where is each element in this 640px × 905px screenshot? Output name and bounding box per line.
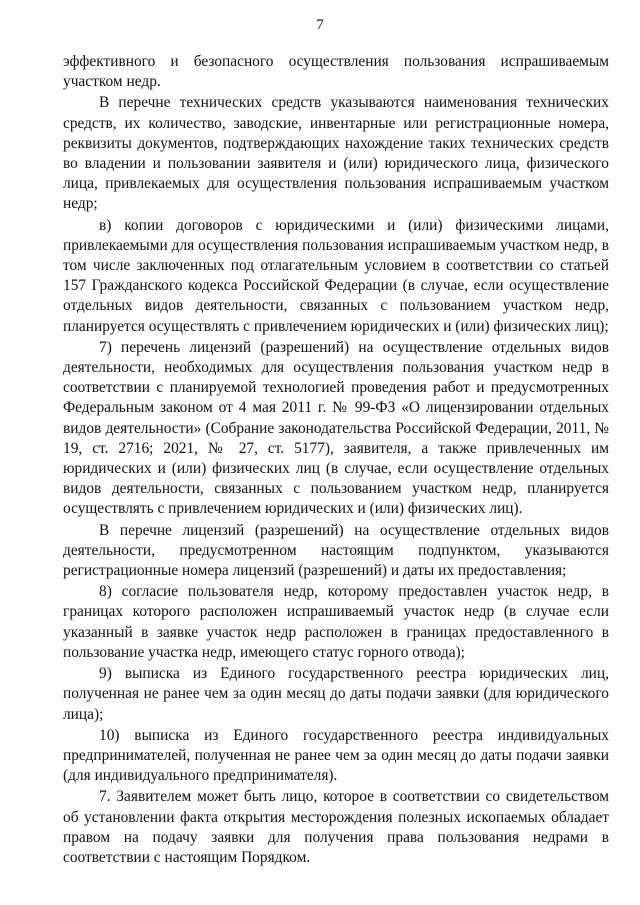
paragraph-licenses-details: В перечне лицензий (разрешений) на осуществление отдельных видов деятельности, предусмотренном настоящим подпунктом, указываются регистрационные номера лицензий (разрешений) и даты их предоставления; [63,521,609,580]
paragraph-contracts-copies: в) копии договоров с юридическими и (или) физическими лицами, привлекаемыми для осуществления пользования испрашиваемым участком недр, в том числе заключенных под отлагательным условием в соответствии со статьей 157 Гражданского кодекса Российской Федерации (в случае, если осуществление отдельных видов деятельности, связанных с пользованием участком недр, планируется осуществлять с привлечением юридических и (или) физических лиц); [63,216,609,335]
document-body [63,52,609,868]
paragraph-entrepreneur-extract: 10) выписка из Единого государственного реестра индивидуальных предпринимателей, полученная не ранее чем за один месяц до даты подачи заявки (для индивидуального предпринимателя). [63,726,609,785]
paragraph-continuation: эффективного и безопасного осуществления пользования испрашиваемым участком недр. [63,53,609,91]
paragraph-technical-means: В перечне технических средств указываются наименования технических средств, их количество, заводские, инвентарные или регистрационные номера, реквизиты документов, подтверждающих нахождение таких технических средств во владении и пользовании заявителя и (или) юридического лица, физического лица, привлекаемых для осуществления пользования испрашиваемым участком недр; [63,94,609,213]
paragraph-subsoil-user-consent: 8) согласие пользователя недр, которому предоставлен участок недр, в границах которого расположен испрашиваемый участок недр (в случае если указанный в заявке участок недр расположен в границах предоставленного в пользование участка недр, имеющего статус горного отвода); [63,583,609,661]
paragraph-legal-entity-extract: 9) выписка из Единого государственного реестра юридических лиц, полученная не ранее чем за один месяц до даты подачи заявки (для юридического лица); [63,665,609,723]
paragraph-licenses-list: 7) перечень лицензий (разрешений) на осуществление отдельных видов деятельности, необходимых для осуществления пользования участком недр в соответствии с планируемой технологией проведения работ и предусмотренных Федеральным законом от 4 мая 2011 г. № 99-ФЗ «О лицензировании отдельных видов деятельности» (Собрание законодательства Российской Федерации, 2011, № 19, ст. 2716; 2021, № 27, ст. 5177), заявителя, а также привлеченных им юридических и (или) физических лиц (в случае, если осуществление отдельных видов деятельности, связанных с пользованием участком недр, планируется осуществлять с привлечением юридических и (или) физических лиц). [63,338,609,518]
paragraph-applicant-clause: 7. Заявителем может быть лицо, которое в соответствии со свидетельством об установлении факта открытия месторождения полезных ископаемых обладает правом на подачу заявки для получения права пользования недрами в соответствии с настоящим Порядком. [63,788,609,866]
page-number: 7 [316,17,324,33]
